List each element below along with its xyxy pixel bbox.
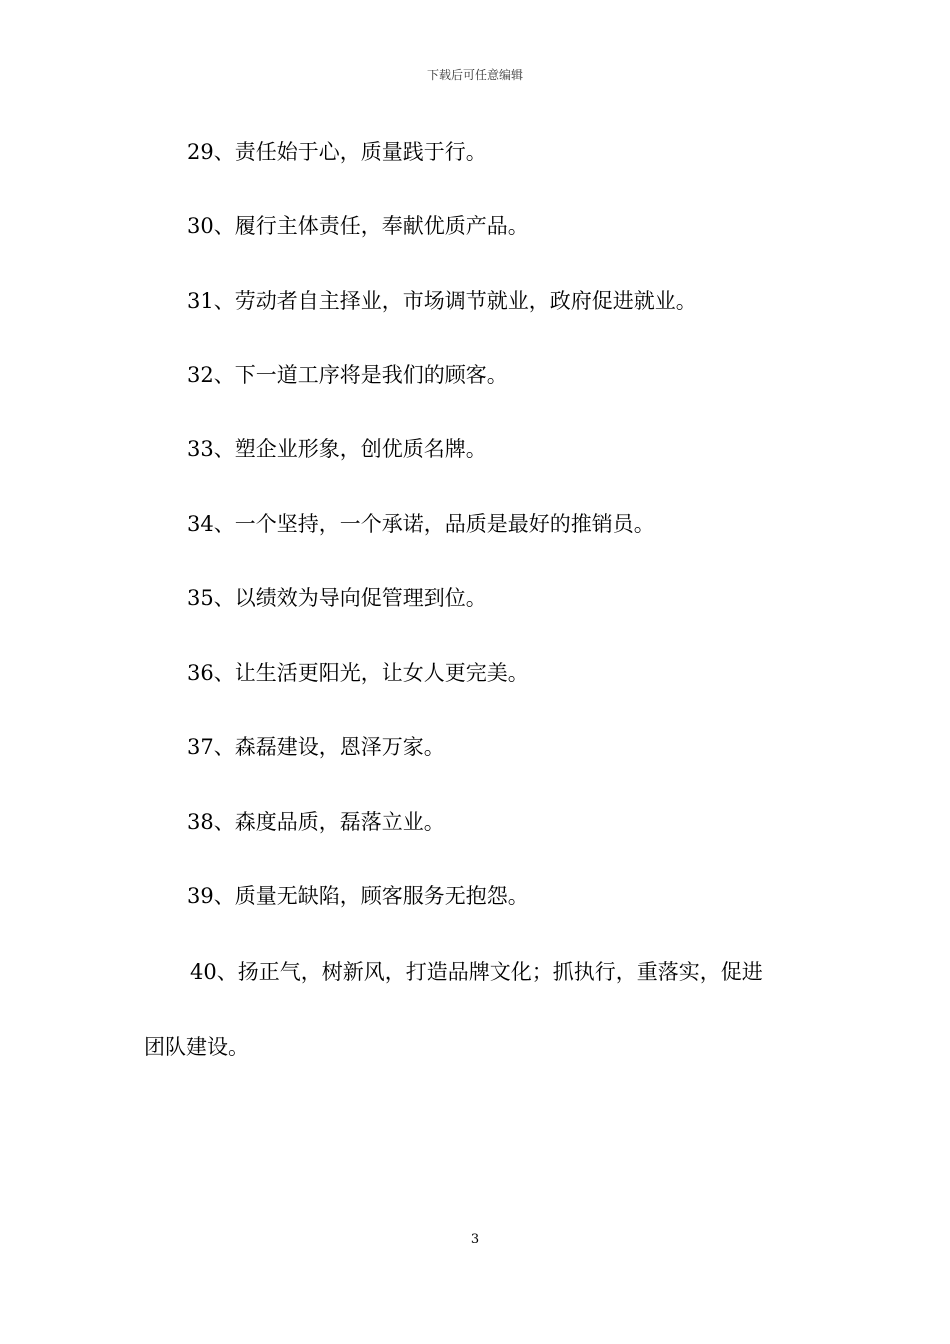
list-item-34: 34、一个坚持，一个承诺，品质是最好的推销员。	[187, 512, 655, 536]
list-item-32: 32、下一道工序将是我们的顾客。	[187, 363, 508, 387]
list-item-29: 29、责任始于心，质量践于行。	[187, 140, 487, 164]
list-item-40-line-1: 40、扬正气，树新风，打造品牌文化；抓执行，重落实，促进	[190, 960, 763, 984]
list-item-40-line-2: 团队建设。	[144, 1035, 249, 1059]
page-number: 3	[470, 1232, 480, 1247]
page-header: 下载后可任意编辑	[426, 68, 523, 82]
list-item-35: 35、以绩效为导向促管理到位。	[187, 586, 487, 610]
list-item-33: 33、塑企业形象，创优质名牌。	[187, 437, 487, 461]
list-item-37: 37、森磊建设，恩泽万家。	[187, 735, 445, 759]
list-item-31: 31、劳动者自主择业，市场调节就业，政府促进就业。	[187, 289, 697, 313]
list-item-36: 36、让生活更阳光，让女人更完美。	[187, 661, 529, 685]
list-item-38: 38、森度品质，磊落立业。	[187, 810, 445, 834]
list-item-30: 30、履行主体责任，奉献优质产品。	[187, 214, 529, 238]
list-item-39: 39、质量无缺陷，顾客服务无抱怨。	[187, 884, 529, 908]
